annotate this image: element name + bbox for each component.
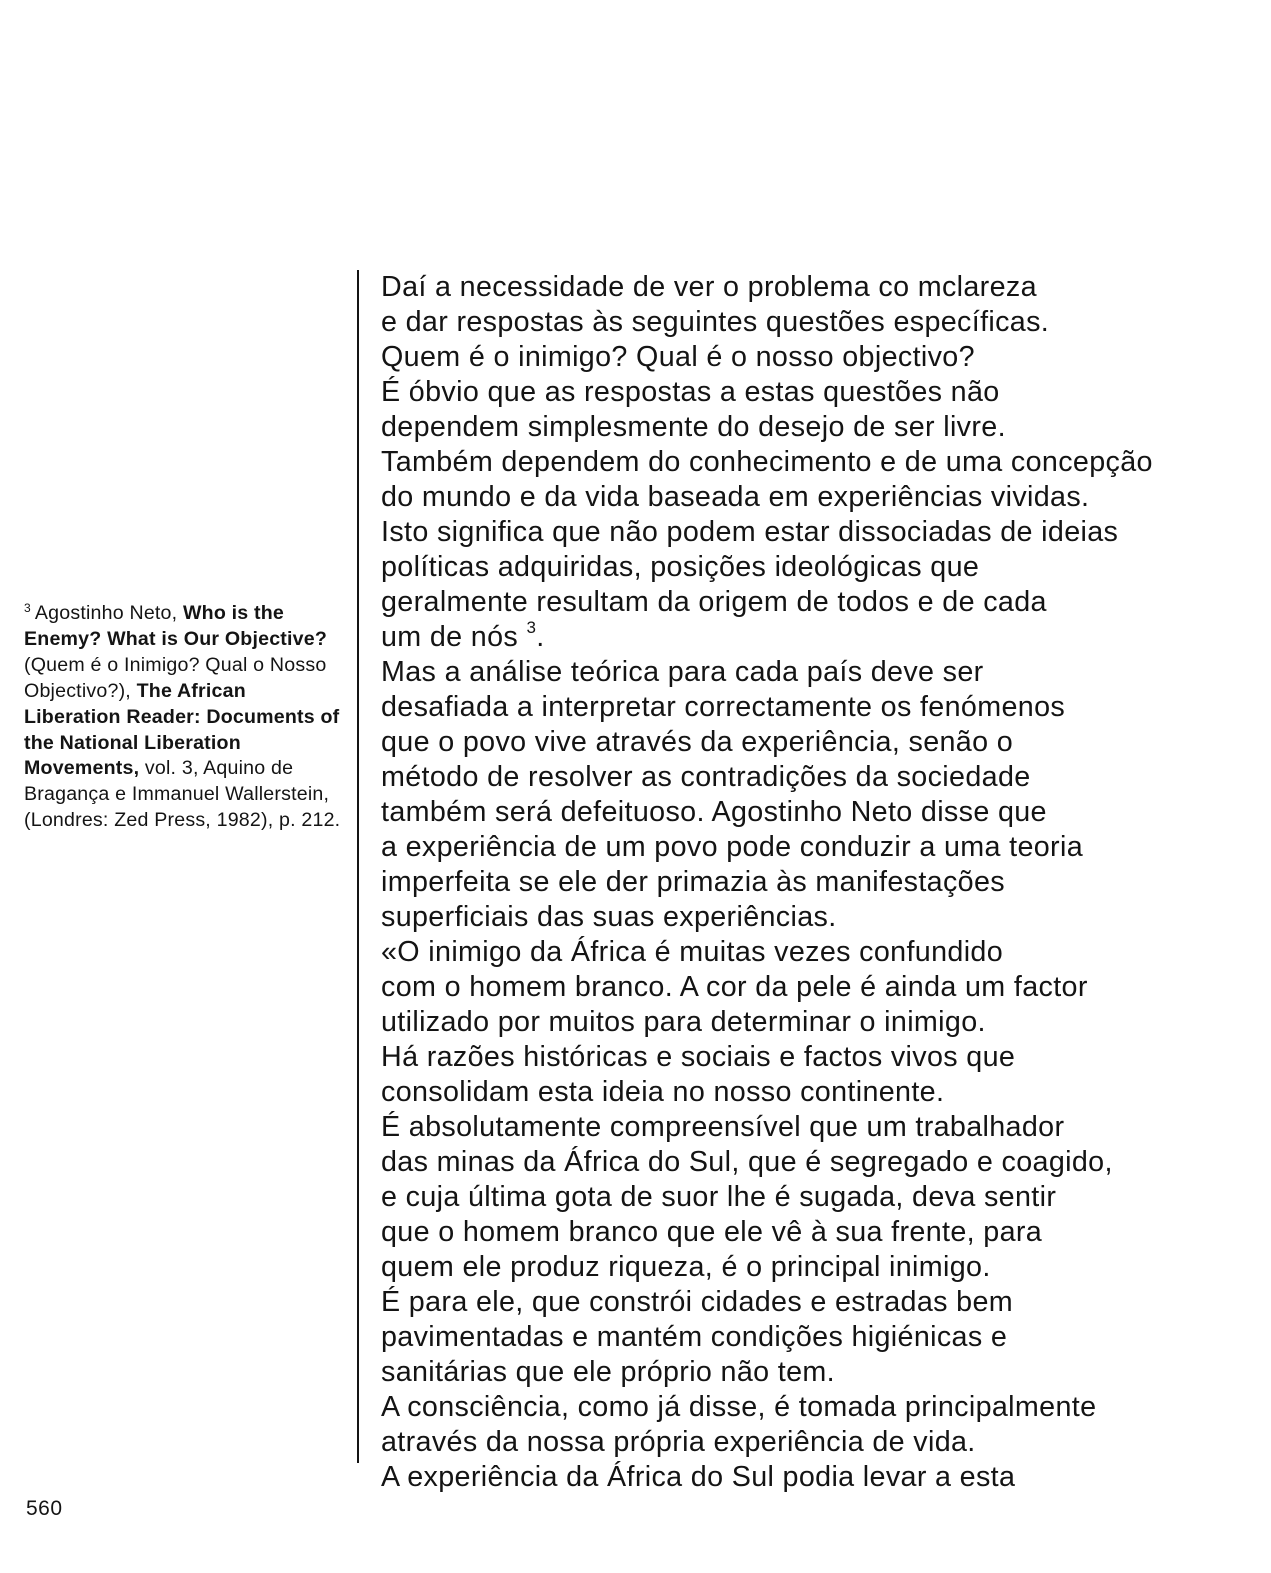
- text-line: das minas da África do Sul, que é segregado e coagido,: [381, 1146, 1113, 1178]
- text-line: A experiência da África do Sul podia levar a esta: [381, 1461, 1016, 1493]
- text-line: a experiência de um povo pode conduzir a uma teoria: [381, 831, 1083, 863]
- text-line-with-reference: [381, 620, 1251, 655]
- text-line: É óbvio que as respostas a estas questões não: [381, 376, 1000, 408]
- text-line: método de resolver as contradições da sociedade: [381, 761, 1031, 793]
- text-line: Há razões históricas e sociais e factos vivos que: [381, 1041, 1016, 1073]
- margin-rule: [357, 270, 359, 1463]
- footnote-title-en: Who is the Enemy? What is Our Objective?: [24, 602, 328, 650]
- text-line: Daí a necessidade de ver o problema co mclareza: [381, 271, 1037, 303]
- text-line-content: um de nós: [381, 621, 519, 653]
- footnote-details: vol. 3, Aquino de Bragança e Immanuel Wallerstein, (Londres: Zed Press, 1982), p. 212.: [24, 757, 341, 832]
- text-line: através da nossa própria experiência de vida.: [381, 1426, 976, 1458]
- text-line: e dar respostas às seguintes questões específicas.: [381, 306, 1050, 338]
- page-number: 560: [26, 1497, 63, 1520]
- footnote-reference-suffix: .: [536, 621, 545, 653]
- text-line: que o povo vive através da experiência, senão o: [381, 726, 1014, 758]
- footnote-author: Agostinho Neto,: [34, 602, 178, 624]
- text-line: Mas a análise teórica para cada país deve ser: [381, 656, 984, 688]
- text-line: desafiada a interpretar correctamente os fenómenos: [381, 691, 1066, 723]
- text-line: quem ele produz riqueza, é o principal inimigo.: [381, 1251, 991, 1283]
- footnote-title-pt: (Quem é o Inimigo? Qual o Nosso Objectivo?),: [24, 653, 327, 702]
- footnote-collection: The African Liberation Reader: Documents of the National Liberation Movements,: [24, 679, 340, 780]
- text-line: do mundo e da vida baseada em experiências vividas.: [381, 481, 1090, 513]
- text-line: consolidam esta ideia no nosso continente.: [381, 1076, 945, 1108]
- text-line: dependem simplesmente do desejo de ser livre.: [381, 411, 1006, 443]
- text-line: Também dependem do conhecimento e de uma concepção: [381, 446, 1153, 478]
- footnote-marker: 3: [24, 601, 31, 615]
- text-line: com o homem branco. A cor da pele é ainda um factor: [381, 971, 1088, 1003]
- text-line: «O inimigo da África é muitas vezes confundido: [381, 936, 1004, 968]
- text-line: pavimentadas e mantém condições higiénicas e: [381, 1321, 1008, 1353]
- text-line: também será defeituoso. Agostinho Neto disse que: [381, 796, 1047, 828]
- text-line: A consciência, como já disse, é tomada principalmente: [381, 1391, 1097, 1423]
- text-line: Isto significa que não podem estar dissociadas de ideias: [381, 516, 1119, 548]
- text-line: imperfeita se ele der primazia às manifestações: [381, 866, 1005, 898]
- body-text: [381, 270, 1251, 1495]
- text-line: superficiais das suas experiências.: [381, 901, 837, 933]
- text-line: É para ele, que constrói cidades e estradas bem: [381, 1286, 1013, 1318]
- sidenote-footnote: [24, 596, 342, 834]
- text-line: É absolutamente compreensível que um trabalhador: [381, 1111, 1065, 1143]
- footnote-reference: 3: [526, 618, 537, 637]
- text-line: sanitárias que ele próprio não tem.: [381, 1356, 835, 1388]
- text-line: e cuja última gota de suor lhe é sugada, deva sentir: [381, 1181, 1057, 1213]
- text-line: Quem é o inimigo? Qual é o nosso objectivo?: [381, 341, 975, 373]
- text-line: geralmente resultam da origem de todos e de cada: [381, 586, 1047, 618]
- text-line: que o homem branco que ele vê à sua frente, para: [381, 1216, 1043, 1248]
- text-line: utilizado por muitos para determinar o inimigo.: [381, 1006, 986, 1038]
- text-line: políticas adquiridas, posições ideológicas que: [381, 551, 980, 583]
